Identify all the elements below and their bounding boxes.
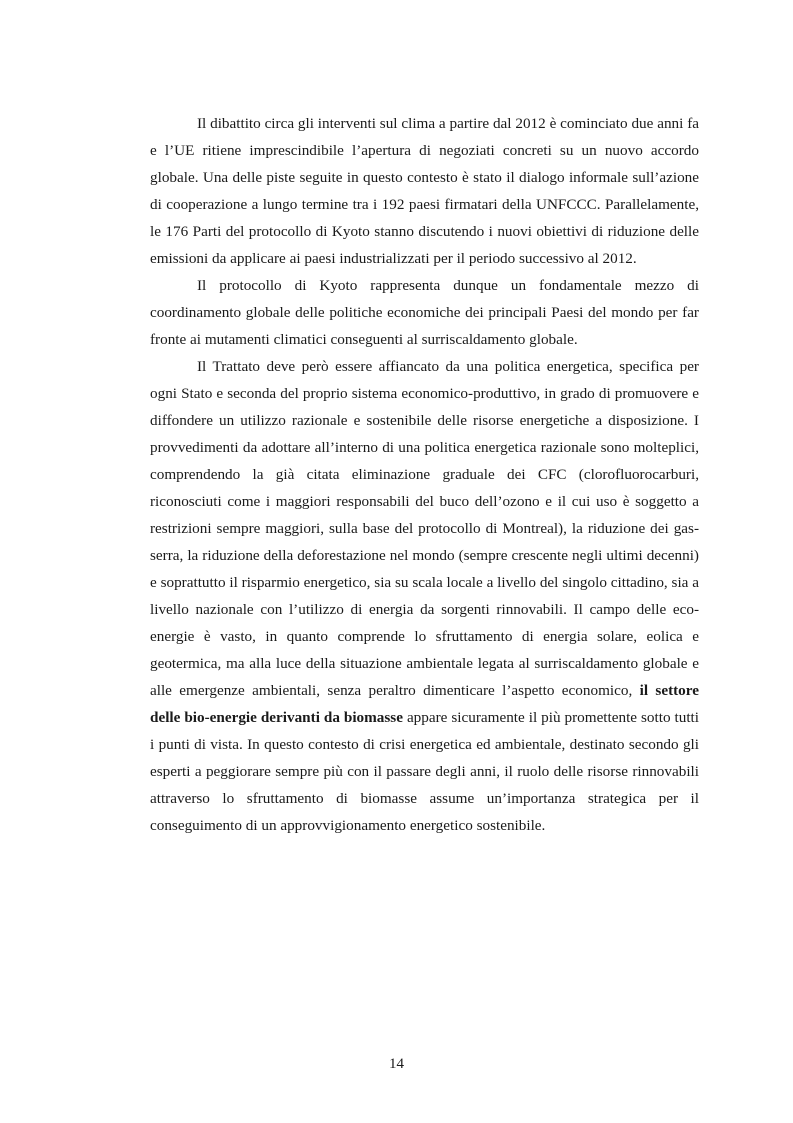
bioenergy-emphasis: il settore delle bio-energie derivanti da biomasse: [150, 682, 699, 726]
paragraph-kyoto-protocol-text: Il protocollo di Kyoto rappresenta dunque un fondamentale mezzo di coordinamento globale delle politiche economiche dei principali Paesi del mondo per far fronte ai mutamenti climatici conseguenti al surriscaldamento globale.: [150, 277, 699, 348]
body-text: [150, 110, 699, 839]
paragraph-energy-policy-text-end: appare sicuramente il più promettente sotto tutti i punti di vista. In questo contesto di crisi energetica ed ambientale, destinato secondo gli esperti a peggiorare sempre più con il passare degli anni, il ruolo delle risorse rinnovabili attraverso lo sfruttamento di biomasse assume un’importanza strategica per il conseguimento di un approvvigionamento energetico sostenibile.: [150, 709, 699, 834]
paragraph-climate-negotiations: [150, 110, 699, 272]
paragraph-kyoto-protocol: [150, 272, 699, 353]
paragraph-energy-policy-text-start: Il Trattato deve però essere affiancato da una politica energetica, specifica per ogni Stato e seconda del proprio sistema economico-produttivo, in grado di promuovere e diffondere un utilizzo razionale e sostenibile delle risorse energetiche a disposizione. I provvedimenti da adottare all’interno di una politica energetica razionale sono molteplici, comprendendo la già citata eliminazione graduale dei CFC (clorofluorocarburi, riconosciuti come i maggiori responsabili del buco dell’ozono e il cui uso è soggetto a restrizioni sempre maggiori, sulla base del protocollo di Montreal), la riduzione dei gas-serra, la riduzione della deforestazione nel mondo (sempre crescente negli ultimi decenni) e soprattutto il risparmio energetico, sia su scala locale a livello del singolo cittadino, sia a livello nazionale con l’utilizzo di energia da sorgenti rinnovabili. Il campo delle eco-energie è vasto, in quanto comprende lo sfruttamento di energia solare, eolica e geotermica, ma alla luce della situazione ambientale legata al surriscaldamento globale e alle emergenze ambientali, senza peraltro dimenticare l’aspetto economico,: [150, 358, 699, 699]
paragraph-climate-negotiations-text: Il dibattito circa gli interventi sul clima a partire dal 2012 è cominciato due anni fa e l’UE ritiene imprescindibile l’apertura di negoziati concreti su un nuovo accordo globale. Una delle piste seguite in questo contesto è stato il dialogo informale sull’azione di cooperazione a lungo termine tra i 192 paesi firmatari della UNFCCC. Parallelamente, le 176 Parti del protocollo di Kyoto stanno discutendo i nuovi obiettivi di riduzione delle emissioni da applicare ai paesi industrializzati per il periodo successivo al 2012.: [150, 115, 699, 267]
page-number: 14: [389, 1056, 404, 1072]
paragraph-energy-policy: [150, 353, 699, 839]
